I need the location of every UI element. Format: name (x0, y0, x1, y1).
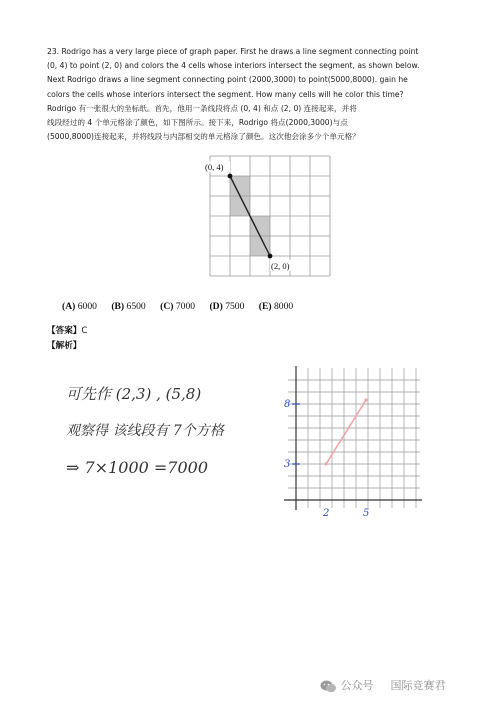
y-label-8: 8 (284, 399, 291, 410)
question-line: (5000,8000)连接起来，并将线段与内部相交的单元格涂了颜色。这次他会涂多少个单元格？ (47, 132, 360, 142)
wechat-icon (320, 680, 337, 693)
x-label-5: 5 (363, 508, 370, 519)
watermark-text-1: 公众号 (340, 679, 374, 692)
choice-b: (B) 6500 (111, 301, 146, 312)
sketch-graph (280, 360, 430, 520)
endpoint-top (228, 174, 233, 179)
shaded-cell (250, 236, 270, 256)
answer-line (47, 324, 87, 336)
endpoint-bottom (268, 254, 273, 259)
question-line: 线段经过的 4 个单元格涂了颜色，如下图所示。接下来，Rodrigo 将点(2000,3000)与点 (47, 118, 348, 128)
handwritten-line-1: 可先作 (2,3) , (5,8) (66, 385, 202, 403)
sketch-grid (288, 368, 420, 508)
answer-value: C (81, 326, 88, 336)
watermark (320, 677, 446, 693)
question-line: Next Rodrigo draws a line segment connecting point (2000,3000) to point(5000,8000). gain he (47, 75, 408, 85)
choice-c: (C) 7000 (160, 301, 196, 312)
answer-label: 【答案】 (47, 326, 82, 336)
x-label-2: 2 (323, 508, 330, 519)
question-line: (0, 4) to point (2, 0) and colors the 4 cells whose interiors intersect the segment, as shown below. (47, 61, 420, 71)
sketch-point (324, 462, 327, 465)
question-line: colors the cells whose interiors intersect the segment. How many cells will he color this time? (47, 89, 404, 99)
question-line: Rodrigo 有一张很大的坐标纸。首先，他用一条线段将点 (0, 4) 和点 (2, 0) 连接起来，并将 (47, 103, 357, 113)
choice-d: (D) 7500 (209, 301, 245, 312)
question-text (47, 45, 439, 144)
question-line: 23. Rodrigo has a very large piece of graph paper. First he draws a line segment connecting point (47, 47, 419, 56)
answer-choices (62, 301, 305, 312)
y-label-3: 3 (284, 459, 291, 470)
point-label-top: (0, 4) (205, 162, 224, 172)
choice-a: (A) 6000 (62, 301, 97, 312)
grid-figure (200, 152, 340, 280)
shaded-cell (250, 216, 270, 236)
point-label-bottom: (2, 0) (271, 261, 290, 271)
choice-e: (E) 8000 (258, 301, 294, 312)
shaded-cell (230, 196, 250, 216)
handwritten-line-2: 观察得 该线段有 7个方格 (66, 423, 224, 439)
handwritten-line-3: ⇒ 7×1000 =7000 (66, 458, 209, 477)
analysis-label: 【解析】 (47, 341, 82, 351)
sketch-point (364, 398, 367, 401)
shaded-cell (230, 176, 250, 196)
watermark-text-2: 国际竞赛君 (390, 679, 446, 692)
